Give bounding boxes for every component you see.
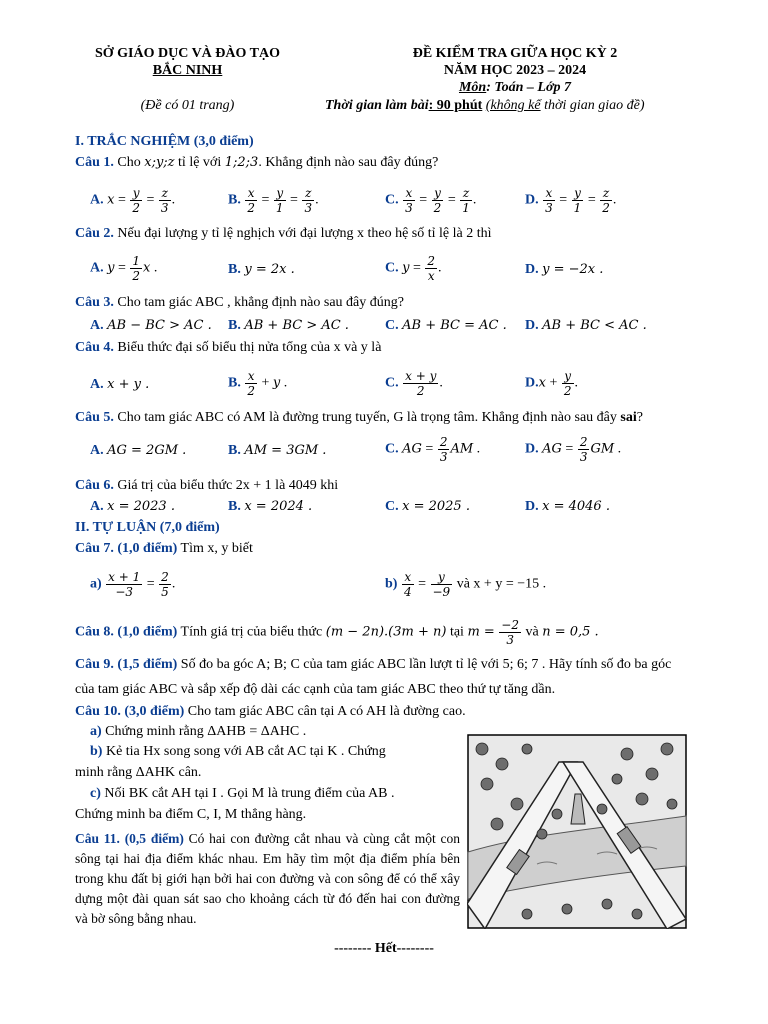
q3-opta-text: AB − BC > AC . (107, 318, 212, 333)
q10-part-b2: minh rằng ΔAHK cân. (75, 765, 202, 780)
q5-option-b: B. AM = 3GM . (228, 443, 327, 458)
q8-text-b: tại (446, 624, 468, 640)
q6-label: Câu 6. (75, 478, 114, 493)
q3-optd-text: AB + BC < AC . (542, 318, 647, 333)
q11-text: Có hai con đường cắt nhau và cùng cắt một con sông tại hai địa điểm khác nhau. Em hãy tìm một địa điểm phía bên trong khu đất bị giới hạn bởi hai con đường và con sông để có thể xây dựng một đài quan sát sao cho khoảng cách từ đó đến hai con đường và bờ sông bằng nhau. (75, 831, 460, 926)
q3-optc-text: AB + BC = AC . (402, 318, 507, 333)
q5-text-c: ? (636, 410, 643, 425)
q5-text-bold: sai (620, 410, 637, 425)
q9-label: Câu 9. (1,5 điểm) (75, 657, 178, 672)
q2-optb-text: y = 2x . (244, 262, 295, 277)
time-value: : 90 phút (428, 98, 483, 113)
q11-label: Câu 11. (0,5 điểm) (75, 831, 184, 846)
q3-label: Câu 3. (75, 295, 114, 310)
q1-text-a: Cho (113, 155, 145, 170)
q1-option-d: D. $\frac{x}{3}$ = $\frac{y}{1}$ = $\frac{z}{2}$ . (525, 186, 617, 215)
q8-label: Câu 8. (1,0 điểm) (75, 624, 178, 640)
q6-opta-text: x = 2023 . (107, 499, 175, 514)
q5-text-a: Cho tam giác ABC có AM là đường trung tuyến, G là trọng tâm. Khẳng định nào sau đây (113, 410, 621, 425)
q1-label: Câu 1. (75, 155, 114, 170)
q1-option-b: B. $\frac{x}{2}$ = $\frac{y}{1}$ = $\frac{z}{3}$ . (228, 186, 319, 215)
q7-stem (75, 541, 253, 557)
q8-expr: (m − 2n).(3m + n) (325, 624, 447, 640)
q4-option-d: D.x + $\frac{y}{2}$ . (525, 369, 579, 398)
q2-optd-text: y = −2x . (542, 262, 604, 277)
q5-opta-text: AG = 2GM . (107, 443, 187, 458)
q1-text-c: . Khẳng định nào sau đây đúng? (258, 155, 439, 170)
q3-option-c: C. AB + BC = AC . (385, 318, 507, 333)
q1-text-b: tỉ lệ với (174, 155, 225, 170)
q6-optb-text: x = 2024 . (244, 499, 313, 514)
roads-river-illustration (467, 734, 687, 929)
q2-stem (75, 226, 492, 242)
q4-option-a: A. x + y . (90, 377, 150, 392)
subject-value: : Toán – Lớp 7 (486, 80, 571, 95)
q7-part-a: a) $\frac{x + 1}{-3}$ = $\frac{2}{5}$ . (90, 570, 176, 599)
school-year: NĂM HỌC 2023 – 2024 (443, 63, 587, 78)
section1-title: I. TRẮC NGHIỆM (3,0 điểm) (75, 134, 254, 149)
q3-option-a: A. AB − BC > AC . (90, 318, 212, 333)
q5-option-c: C. AG = $\frac{2}{3}$ AM . (385, 435, 481, 464)
section2-title: II. TỰ LUẬN (7,0 điểm) (75, 520, 220, 535)
q7-a-label: a) (90, 576, 102, 592)
q8-stem: Câu 8. (1,0 điểm) Tính giá trị của biểu thức (m − 2n).(3m + n) tại m = $\frac{-2}{3}$ và n = 0,5 . (75, 618, 599, 647)
q4-option-b: B. $\frac{x}{2}$ + y . (228, 369, 288, 398)
q2-option-c: C. y = $\frac{2}{x}$ . (385, 254, 442, 283)
q2-label: Câu 2. (75, 226, 114, 241)
q2-text: Nếu đại lượng y tỉ lệ nghịch với đại lượng x theo hệ số tỉ lệ là 2 thì (113, 226, 492, 241)
q6-option-a: A. x = 2023 . (90, 499, 175, 514)
q5-optb-text: AM = 3GM . (244, 443, 327, 458)
q1-stem (75, 155, 438, 171)
q6-text: Giá trị của biểu thức 2x + 1 là 4049 khi (113, 478, 339, 493)
q1-option-a: A. x = $\frac{y}{2}$ = $\frac{z}{3}$ . (90, 186, 176, 215)
time-label: Thời gian làm bài (325, 98, 429, 113)
q1-vars: x;y;z (144, 155, 175, 170)
q9-line2: của tam giác ABC và sắp xếp độ dài các cạnh của tam giác ABC theo thứ tự tăng dần. (75, 682, 556, 697)
dept-name: SỞ GIÁO DỤC VÀ ĐÀO TẠO (94, 46, 280, 61)
q10-c-text1: Nối BK cắt AH tại I . Gọi M là trung điểm của AB . (100, 786, 395, 801)
q3-stem (75, 295, 404, 311)
q4-opta-text: x + y . (107, 377, 150, 392)
q10-stem (75, 704, 466, 720)
q4-text: Biểu thức đại số biểu thị nửa tổng của x và y là (113, 340, 382, 355)
q6-optd-text: x = 4046 . (542, 499, 610, 514)
q2-option-a: A. y = $\frac{1}{2}$ x . (90, 254, 158, 283)
q10-label: Câu 10. (3,0 điểm) (75, 704, 185, 719)
time-line (325, 98, 645, 114)
q5-label: Câu 5. (75, 410, 114, 425)
q10-part-a (90, 724, 306, 740)
page-count-note: (Đề có 01 trang) (140, 98, 235, 113)
q10-c-label: c) (90, 786, 101, 801)
q6-stem (75, 478, 338, 494)
q5-stem (75, 410, 643, 426)
q3-text: Cho tam giác ABC , khẳng định nào sau đây đúng? (113, 295, 404, 310)
q10-a-label: a) (90, 724, 102, 739)
q8-text-a: Tính giá trị của biểu thức (177, 624, 326, 640)
time-note-b: thời gian giao đề) (540, 98, 645, 113)
q5-option-d: D. AG = $\frac{2}{3}$ GM . (525, 435, 622, 464)
q7-b-label: b) (385, 576, 398, 592)
subject-label: Môn (458, 80, 487, 95)
province-name: BẮC NINH (152, 63, 223, 78)
q11-paragraph (75, 829, 460, 929)
q4-label: Câu 4. (75, 340, 114, 355)
end-marker: -------- Hết-------- (334, 941, 434, 956)
q2-option-b: B. y = 2x . (228, 262, 295, 277)
q1-option-c: C. $\frac{x}{3}$ = $\frac{y}{2}$ = $\frac{z}{1}$ . (385, 186, 477, 215)
q10-part-b1 (90, 744, 386, 760)
q1-ratio: 1;2;3 (224, 155, 259, 170)
q7-b-tail: và x + y = −15 . (453, 576, 547, 592)
q10-a-text: Chứng minh rằng ΔAHB = ΔAHC . (101, 724, 307, 739)
q8-m-eq: m = (467, 624, 495, 640)
q6-option-b: B. x = 2024 . (228, 499, 313, 514)
q7-part-b: b) $\frac{x}{4}$ = $\frac{y}{-9}$ và x + y = −15 . (385, 570, 547, 599)
q7-text: Tìm x, y biết (177, 541, 253, 556)
q9-line1 (75, 657, 671, 673)
q6-option-d: D. x = 4046 . (525, 499, 610, 514)
q2-option-d: D. y = −2x . (525, 262, 604, 277)
q5-option-a: A. AG = 2GM . (90, 443, 187, 458)
q3-option-b: B. AB + BC > AC . (228, 318, 349, 333)
q9-line1-text: Số đo ba góc A; B; C của tam giác ABC lần lượt tỉ lệ với 5; 6; 7 . Hãy tính số đo ba góc (177, 657, 672, 672)
q3-optb-text: AB + BC > AC . (244, 318, 349, 333)
q10-b-text1: Kẻ tia Hx song song với AB cắt AC tại K . Chứng (102, 744, 386, 759)
q10-b-label: b) (90, 744, 103, 759)
q4-option-c: C. $\frac{x + y}{2}$ . (385, 369, 443, 398)
exam-title: ĐỀ KIỂM TRA GIỮA HỌC KỲ 2 (412, 46, 618, 61)
subject-line (345, 80, 685, 96)
q3-option-d: D. AB + BC < AC . (525, 318, 647, 333)
q10-text: Cho tam giác ABC cân tại A có AH là đường cao. (184, 704, 466, 719)
q10-part-c2: Chứng minh ba điểm C, I, M thẳng hàng. (75, 807, 307, 822)
q10-part-c1 (90, 786, 394, 802)
q6-optc-text: x = 2025 . (402, 499, 470, 514)
q7-label: Câu 7. (1,0 điểm) (75, 541, 178, 556)
q8-text-c: và (522, 624, 543, 640)
q6-option-c: C. x = 2025 . (385, 499, 470, 514)
q4-stem (75, 340, 381, 356)
time-note-a: (không kể (485, 98, 541, 113)
q8-n-eq: n = 0,5 . (542, 624, 599, 640)
